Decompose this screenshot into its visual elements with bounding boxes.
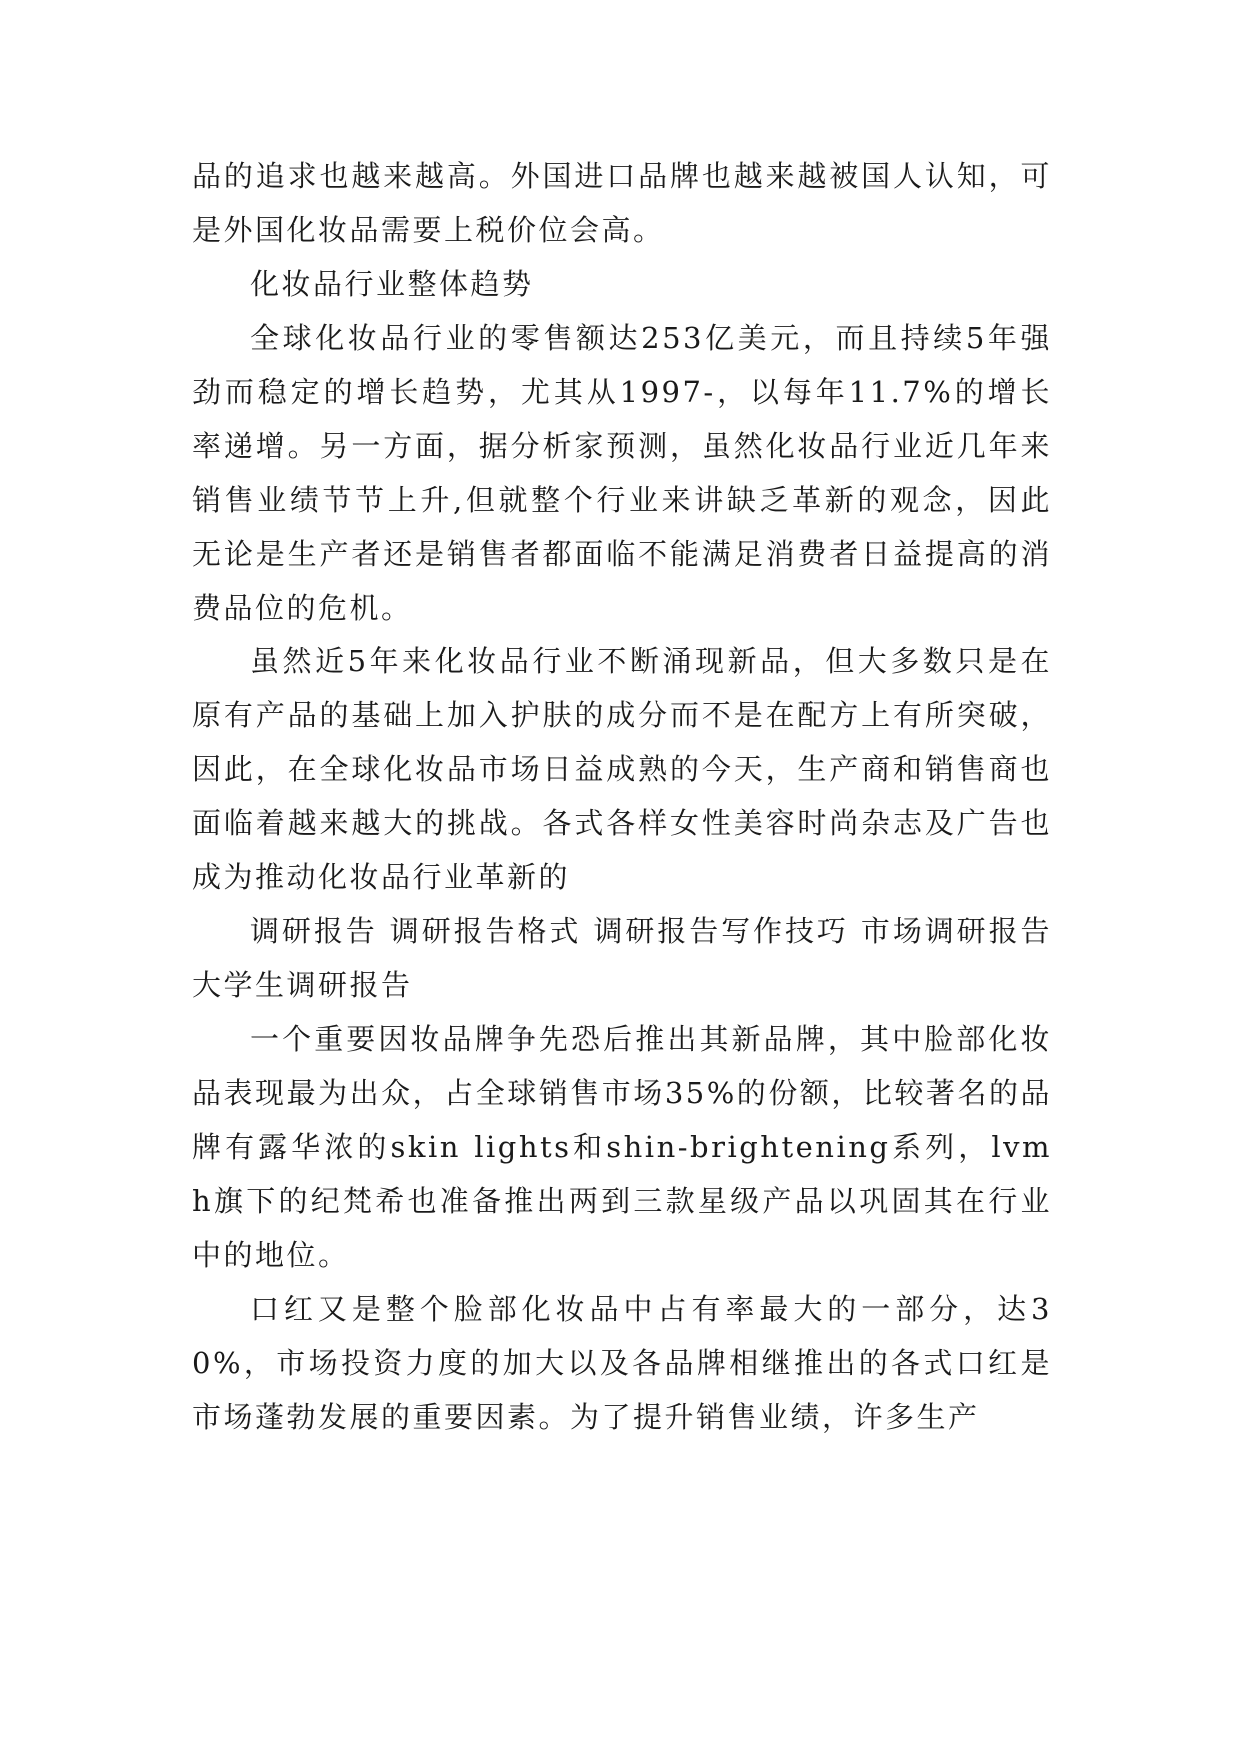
paragraph-keywords: 调研报告 调研报告格式 调研报告写作技巧 市场调研报告 大学生调研报告: [192, 914, 1052, 1003]
paragraph-new-products: 虽然近5年来化妆品行业不断涌现新品，但大多数只是在原有产品的基础上加入护肤的成分而不是在配方上有所突破，因此，在全球化妆品市场日益成熟的今天，生产商和销售商也面临着越来越大的挑战。各式各样女性美容时尚杂志及广告也成为推动化妆品行业革新的: [192, 644, 1052, 895]
paragraph-continued: 品的追求也越来越高。外国进口品牌也越来越被国人认知，可是外国化妆品需要上税价位会高。: [192, 159, 1052, 247]
paragraph-lipstick: 口红又是整个脸部化妆品中占有率最大的一部分，达30%，市场投资力度的加大以及各品牌相继推出的各式口红是市场蓬勃发展的重要因素。为了提升销售业绩，许多生产: [192, 1291, 1052, 1434]
section-heading: 化妆品行业整体趋势: [250, 266, 534, 301]
paragraph-global-retail: 全球化妆品行业的零售额达253亿美元，而且持续5年强劲而稳定的增长趋势，尤其从1997-，以每年11.7%的增长率递增。另一方面，据分析家预测，虽然化妆品行业近几年来销售业绩节节上升,但就整个行业来讲缺乏革新的观念，因此无论是生产者还是销售者都面临不能满足消费者日益提高的消费品位的危机。: [192, 320, 1052, 625]
document-page: [192, 150, 1052, 1445]
paragraph-face-cosmetics: 一个重要因妆品牌争先恐后推出其新品牌，其中脸部化妆品表现最为出众，占全球销售市场35%的份额，比较著名的品牌有露华浓的skin lights和shin-brightening系列，lvmh旗下的纪梵希也准备推出两到三款星级产品以巩固其在行业中的地位。: [192, 1022, 1052, 1272]
